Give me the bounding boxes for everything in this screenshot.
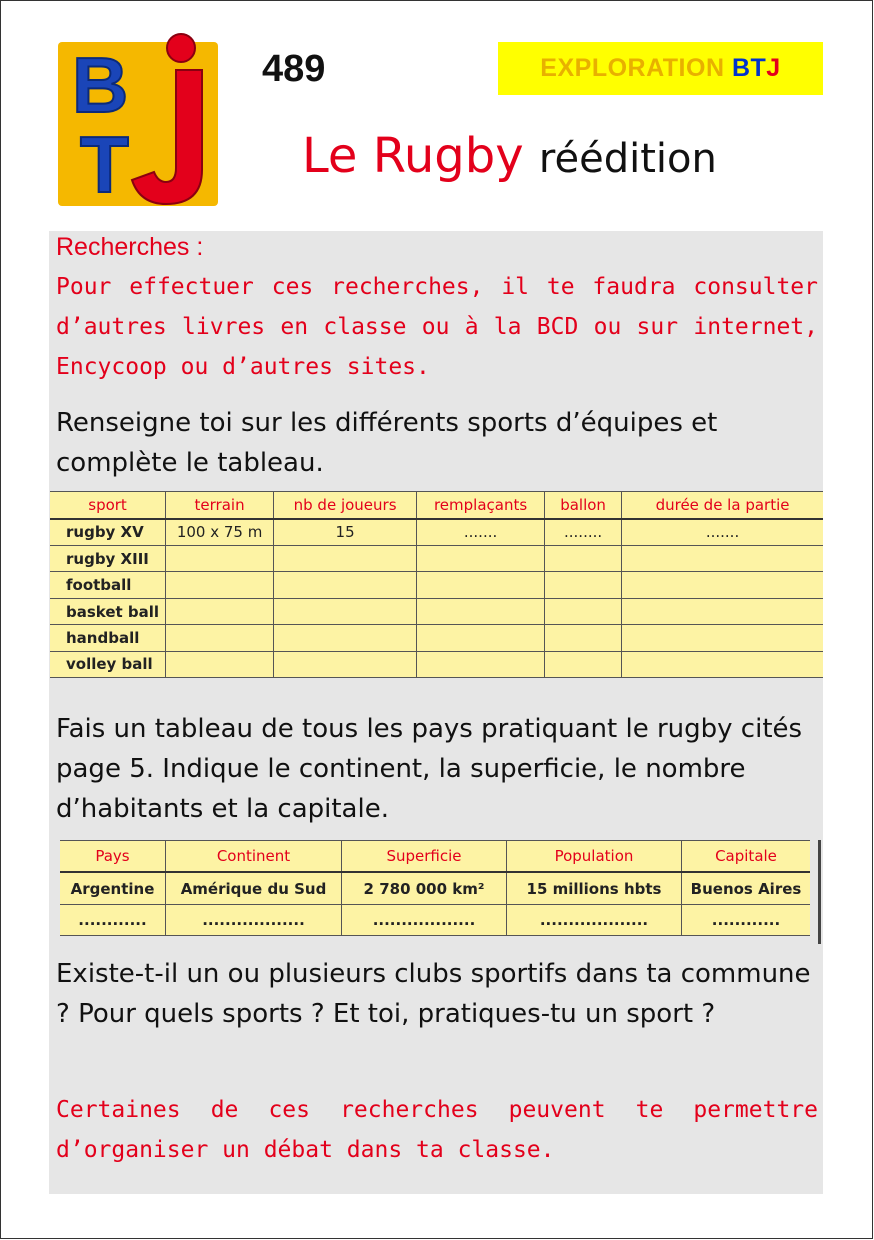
table-cell xyxy=(545,651,622,677)
table-cell: football xyxy=(50,572,166,598)
table-cell xyxy=(545,598,622,624)
svg-text:B: B xyxy=(72,41,129,129)
series-word-j: J xyxy=(766,54,781,82)
table-cell: Argentine xyxy=(60,872,166,904)
page-title xyxy=(302,128,717,184)
table-cell xyxy=(274,651,417,677)
table-cell xyxy=(166,598,274,624)
column-header: sport xyxy=(50,492,166,519)
table-row xyxy=(50,598,823,624)
title-main: Le Rugby xyxy=(302,128,524,184)
column-header: remplaçants xyxy=(417,492,545,519)
table-cell: ............ xyxy=(682,904,811,935)
table-cell xyxy=(417,651,545,677)
table-header-row xyxy=(50,492,823,519)
table-header-row xyxy=(60,841,810,873)
table-cell: Buenos Aires xyxy=(682,872,811,904)
column-header: terrain xyxy=(166,492,274,519)
table-cell xyxy=(166,625,274,651)
table-cell: rugby XV xyxy=(50,519,166,546)
table-cell: .................. xyxy=(342,904,507,935)
series-banner xyxy=(498,42,823,95)
table-cell: 15 xyxy=(274,519,417,546)
table-cell xyxy=(166,651,274,677)
table-cell: volley ball xyxy=(50,651,166,677)
table-cell xyxy=(545,572,622,598)
table-cell: rugby XIII xyxy=(50,546,166,572)
table-row xyxy=(50,519,823,546)
table-cell: ........ xyxy=(545,519,622,546)
table-cell xyxy=(274,572,417,598)
table-cell xyxy=(622,546,823,572)
table-cell xyxy=(622,651,823,677)
table-cell xyxy=(545,546,622,572)
table-row xyxy=(50,651,823,677)
column-header: nb de joueurs xyxy=(274,492,417,519)
table-cell xyxy=(622,598,823,624)
table-cell xyxy=(622,572,823,598)
table-cell xyxy=(545,625,622,651)
table-row xyxy=(60,872,810,904)
table-cell: 2 780 000 km² xyxy=(342,872,507,904)
btj-logo xyxy=(56,30,222,208)
table-cell: .................. xyxy=(166,904,342,935)
table-row xyxy=(60,904,810,935)
sports-table xyxy=(50,491,823,678)
table-cell xyxy=(417,572,545,598)
svg-text:T: T xyxy=(80,120,129,208)
table-cell xyxy=(417,625,545,651)
column-header: durée de la partie xyxy=(622,492,823,519)
column-header: Continent xyxy=(166,841,342,873)
table-edge-shadow xyxy=(818,840,821,944)
title-sub: réédition xyxy=(538,136,717,182)
table-cell: ....... xyxy=(622,519,823,546)
table-cell: 15 millions hbts xyxy=(507,872,682,904)
column-header: Superficie xyxy=(342,841,507,873)
table-row xyxy=(50,572,823,598)
table-cell: ................... xyxy=(507,904,682,935)
task-sports: Renseigne toi sur les différents sports d’équipes et complète le tableau. xyxy=(56,408,718,478)
table-row xyxy=(50,546,823,572)
table-cell: ............ xyxy=(60,904,166,935)
countries-table xyxy=(60,840,810,936)
table-cell: basket ball xyxy=(50,598,166,624)
column-header: Population xyxy=(507,841,682,873)
table-cell xyxy=(166,572,274,598)
table-cell xyxy=(274,546,417,572)
table-cell: handball xyxy=(50,625,166,651)
series-word-exploration: EXPLORATION xyxy=(540,54,725,82)
task-clubs: Existe-t-il un ou plusieurs clubs sportifs dans ta commune ? Pour quels sports ? Et toi, pratiques-tu un sport ? xyxy=(56,959,811,1029)
table-cell xyxy=(166,546,274,572)
task-countries: Fais un tableau de tous les pays pratiquant le rugby cités page 5. Indique le continent, la superficie, le nombre d’habitants et la capitale. xyxy=(56,714,803,824)
research-heading: Recherches : xyxy=(56,233,204,261)
issue-number: 489 xyxy=(262,48,326,90)
column-header: Capitale xyxy=(682,841,811,873)
research-intro: Pour effectuer ces recherches, il te faudra consulter d’autres livres en classe ou à la BCD ou sur internet, Encycoop ou d’autres sites. xyxy=(56,274,818,380)
table-row xyxy=(50,625,823,651)
column-header: Pays xyxy=(60,841,166,873)
column-header: ballon xyxy=(545,492,622,519)
series-word-bt: BT xyxy=(731,54,767,82)
table-cell: ....... xyxy=(417,519,545,546)
table-cell xyxy=(274,598,417,624)
table-cell xyxy=(274,625,417,651)
table-cell xyxy=(417,546,545,572)
table-cell: Amérique du Sud xyxy=(166,872,342,904)
table-cell xyxy=(622,625,823,651)
table-cell xyxy=(417,598,545,624)
research-conclusion: Certaines de ces recherches peuvent te permettre d’organiser un débat dans ta classe. xyxy=(56,1097,818,1163)
table-cell: 100 x 75 m xyxy=(166,519,274,546)
